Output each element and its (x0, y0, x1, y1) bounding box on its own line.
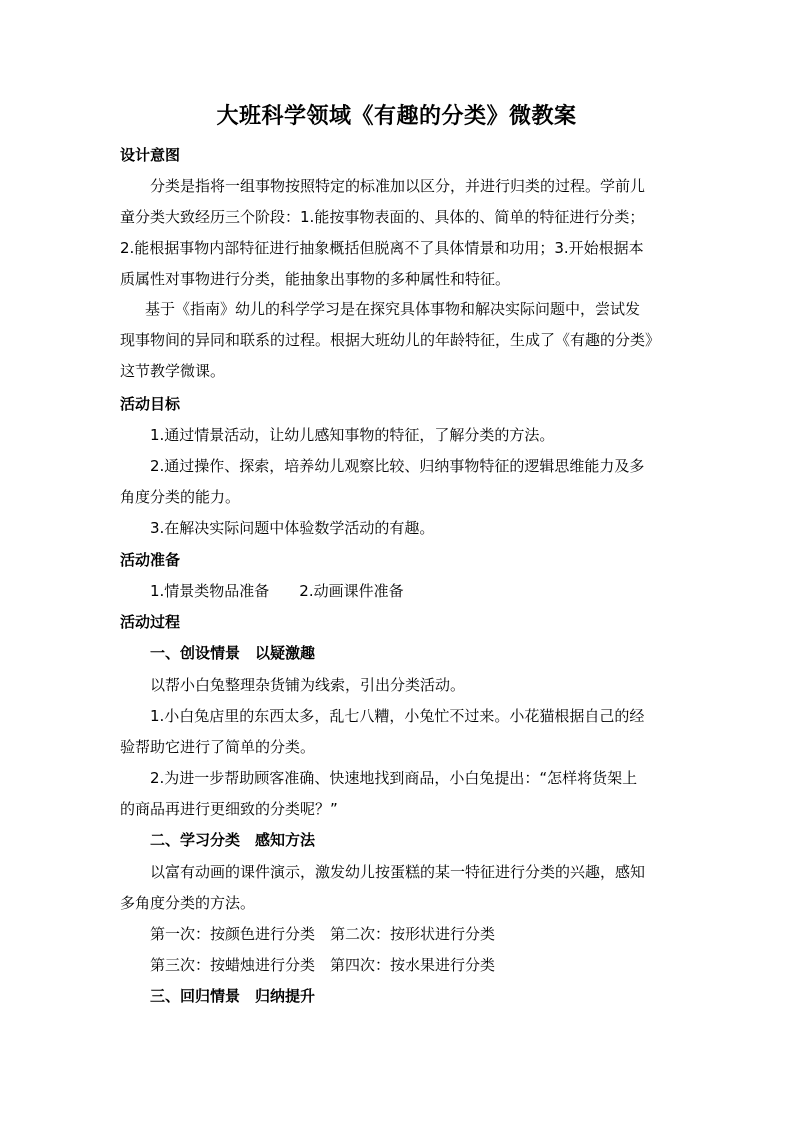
step2-line: 第一次：按颜色进行分类 第二次：按形状进行分类 (150, 925, 496, 943)
paragraph-line: 质属性对事物进行分类，能抽象出事物的多种属性和特征。 (120, 270, 511, 288)
paragraph-line: 2.能根据事物内部特征进行抽象概括但脱离不了具体情景和功用；3.开始根据本 (120, 239, 644, 257)
preparation-line: 1.情景类物品准备 2.动画课件准备 (150, 582, 404, 600)
step2-line: 多角度分类的方法。 (120, 894, 256, 912)
paragraph-line: 这节教学微课。 (120, 362, 226, 380)
document-title: 大班科学领域《有趣的分类》微教案 (216, 103, 577, 129)
step1-line: 以帮小白兔整理杂货铺为线索，引出分类活动。 (150, 676, 466, 694)
paragraph-line: 分类是指将一组事物按照特定的标准加以区分，并进行归类的过程。学前儿 (150, 177, 646, 195)
step1-line: 验帮助它进行了简单的分类。 (120, 738, 316, 756)
step2-heading: 二、学习分类 感知方法 (150, 831, 316, 849)
step1-heading: 一、创设情景 以疑激趣 (150, 644, 316, 662)
heading-design-intent: 设计意图 (120, 146, 181, 164)
goal-line: 2.通过操作、探索，培养幼儿观察比较、归纳事物特征的逻辑思维能力及多 (150, 457, 645, 475)
step1-line: 1.小白兔店里的东西太多，乱七八糟，小兔忙不过来。小花猫根据自己的经 (150, 707, 645, 725)
goal-line: 3.在解决实际问题中体验数学活动的有趣。 (150, 519, 435, 537)
heading-goals: 活动目标 (120, 395, 181, 413)
step3-heading: 三、回归情景 归纳提升 (150, 987, 316, 1005)
heading-process: 活动过程 (120, 613, 181, 631)
step2-line: 第三次：按蜡烛进行分类 第四次：按水果进行分类 (150, 956, 496, 974)
step2-line: 以富有动画的课件演示，激发幼儿按蛋糕的某一特征进行分类的兴趣，感知 (150, 863, 646, 881)
goal-line: 角度分类的能力。 (120, 488, 241, 506)
step1-line: 的商品再进行更细致的分类呢？” (120, 800, 338, 818)
paragraph-line: 童分类大致经历三个阶段：1.能按事物表面的、具体的、简单的特征进行分类； (120, 208, 645, 226)
paragraph-line: 基于《指南》幼儿的科学学习是在探究具体事物和解决实际问题中，尝试发 (145, 300, 641, 318)
goal-line: 1.通过情景活动，让幼儿感知事物的特征，了解分类的方法。 (150, 426, 555, 444)
step1-line: 2.为进一步帮助顾客准确、快速地找到商品，小白兔提出：“怎样将货架上 (150, 769, 638, 787)
heading-preparation: 活动准备 (120, 551, 181, 569)
paragraph-line: 现事物间的异同和联系的过程。根据大班幼儿的年龄特征，生成了《有趣的分类》 (120, 331, 661, 349)
